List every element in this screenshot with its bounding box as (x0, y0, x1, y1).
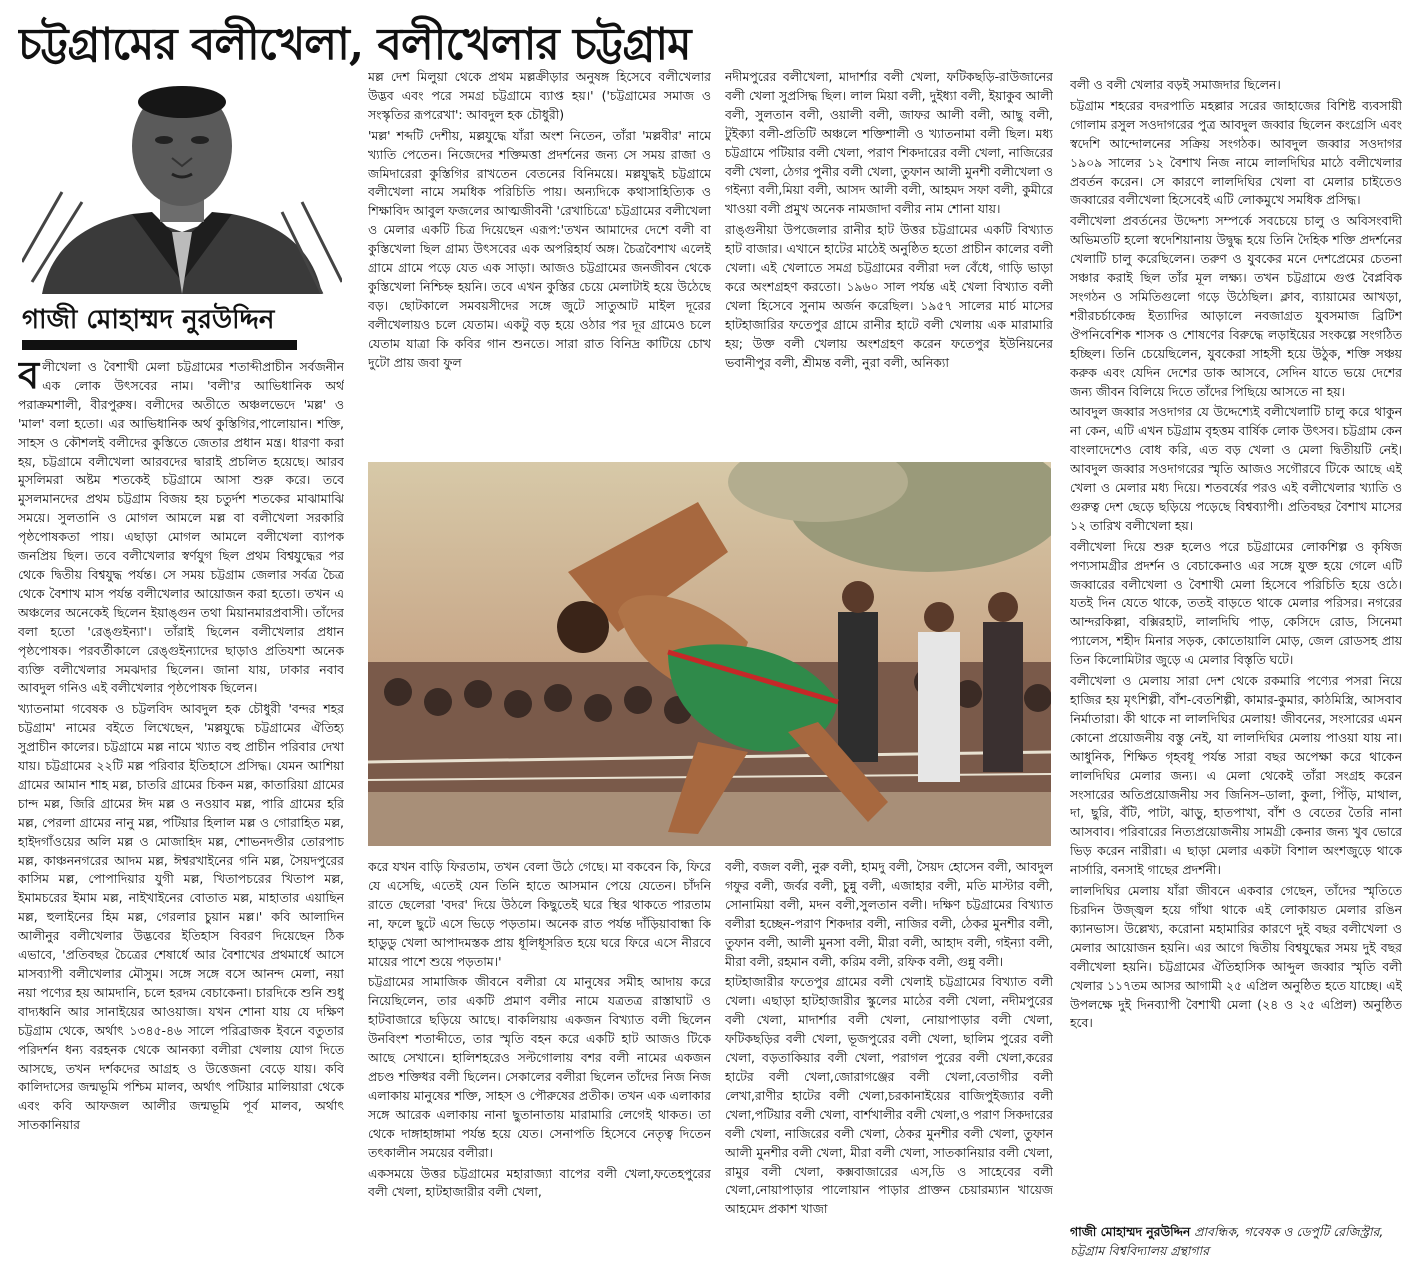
article-column-4 (1070, 76, 1402, 1221)
credit-role: প্রাবন্ধিক, গবেষক ও ডেপুটি রেজিস্ট্রার, চট্টগ্রাম বিশ্ববিদ্যালয় গ্রন্থাগার (1070, 1224, 1384, 1258)
paragraph: আবদুল জব্বার সওদাগর যে উদ্দেশ্যেই বলীখেলাটি চালু করে থাকুন না কেন, এটি এখন চট্টগ্রাম বৃহত্তম বার্ষিক লোক উৎসব। চট্টগ্রাম কেন বাংলাদেশেও বোধ করি, এত বড় খেলা ও মেলা দ্বিতীয়টি নেই। আবদুল জব্বার সওদাগরের স্মৃতি আজও সগৌরবে টিকে আছে এই খেলা ও মেলার মধ্য দিয়ে। শতবর্ষের পরও এই বলীখেলার খ্যাতি ও গুরুত্ব দেশ ছেড়ে ছড়িয়ে পড়েছে বিশ্বব্যাপী। প্রতিবছর বৈশাখ মাসের ১২ তারিখ বলীখেলা হয়। (1070, 404, 1402, 533)
author-divider (22, 340, 297, 350)
author-credit (1070, 1222, 1402, 1268)
article-column-1 (18, 358, 344, 1263)
article-column-3-lower (725, 858, 1053, 1263)
author-name: গাজী মোহাম্মদ নুরউদ্দিন (22, 305, 275, 335)
paragraph: নদীমপুরের বলীখেলা, মাদার্শার বলী খেলা, ফটিকছড়ি-রাউজানের বলী খেলা সুপ্রসিদ্ধ ছিল। লাল মিয়া বলী, দুইধ্যা বলী, ইয়াকুব আলী বলী, সুলতান বলী, ওয়ালী বলী, জাফর আলী বলী, আছু বলী, টুইক্যা বলী-প্রতিটি অঞ্চলে শক্তিশালী ও খ্যাতনামা বলী ছিল। মধ্য চট্টগ্রামে পটিয়ার বলী খেলা, পরাণ শিকদারের বলী খেলা, নাজিরের বলী খেলা, ঠেগর পুনীর বলী খেলা, তুফান আলী মুনশী বলীখেলা ও গইন্যা বলী,মিয়া বলী, আসদ আলী বলী, আহমদ সফা বলী, কুমীরে খাওয়া বলী প্রমুখ অনেক নামজাদা বলীর নাম শোনা যায়। (725, 69, 1053, 217)
paragraph: চট্টগ্রামের সামাজিক জীবনে বলীরা যে মানুষের সমীহ আদায় করে নিয়েছিলেন, তার একটি প্রমাণ বলীর নামে যত্রতত্র রাস্তাঘাট ও হাটবাজারে ছড়িয়ে আছে। বাকলিয়ায় একজন বিখ্যাত বলী ছিলেন উনবিংশ শতাব্দীতে, তার স্মৃতি বহন করে একটি হাট আজও টিকে আছে সেখানে। হালিশহরেও সল্টগোলায় বশর বলী নামের একজন প্রচণ্ড শক্তিধর বলী ছিলেন। সেকালের বলীরা ছিলেন তাঁদের নিজ নিজ এলাকায় মানুষের শক্তি, সাহস ও পৌরুষের প্রতীক। তখন এক এলাকার সঙ্গে আরেক এলাকায় নানা ছুতানাতায় মারামারি লেগেই থাকত। তা থেকে দাঙ্গাহাঙ্গামা পর্যন্ত হয়ে যেত। সেনাপতি হিসেবে নেতৃত্ব দিতেন তৎকালীন সময়ের বলীরা। (368, 974, 711, 1160)
paragraph: লালদিঘির মেলায় যাঁরা জীবনে একবার গেছেন, তাঁদের স্মৃতিতে চিরদিন উজ্জ্বল হয়ে গাঁথা থাকে এই লোকায়ত মেলার রঙিন ক্যানভাস। উল্লেখ্য, করোনা মহামারির কারণে দুই বছর বলীখেলা ও মেলার আয়োজন হয়নি। এর আগে দ্বিতীয় বিশ্বযুদ্ধের সময় দুই বছর বলীখেলা হয়নি। চট্টগ্রামের ঐতিহাসিক আব্দুল জব্বার স্মৃতি বলী খেলার ১১৭তম আসর আগামী ২৫ এপ্রিল অনুষ্ঠিত হতে যাচ্ছে। এই উপলক্ষে দুই দিনব্যাপী বৈশাখী মেলা (২৪ ও ২৫ এপ্রিল) অনুষ্ঠিত হবে। (1070, 883, 1402, 1031)
article-column-3 (725, 68, 1053, 460)
paragraph: চট্টগ্রাম শহরের বদরপাতি মহল্লার সরের জাহাজের বিশিষ্ট ব্যবসায়ী গোলাম রসুল সওদাগরের পুত্র আবদুল জব্বার ছিলেন কংগ্রেসি এবং স্বদেশি আন্দোলনের সক্রিয় সংগঠক। আবদুল জব্বার সওদাগর ১৯০৯ সালের ১২ বৈশাখ নিজ নামে লালদিঘির মাঠে বলীখেলার প্রবর্তন করেন। সে কারণে লালদিঘির খেলা বা মেলার চাইতেও জব্বারের বলীখেলা হিসেবেই এটি লোকমুখে সমধিক প্রসিদ্ধ। (1070, 97, 1402, 208)
wrestling-photo (368, 462, 1051, 846)
paragraph: একসময়ে উত্তর চট্টগ্রামের মহারাজ্যা বাপের বলী খেলা,ফতেহপুরের বলী খেলা, হাটহাজারীর বলী খেলা, (368, 1165, 711, 1200)
drop-cap: ব (18, 358, 40, 397)
paragraph: মল্ল দেশ মিলুয়া থেকে প্রথম মল্লক্রীড়ার অনুষঙ্গ হিসেবে বলীখেলার উদ্ভব এবং পরে সমগ্র চট্টগ্রামে ব্যাপ্ত হয়।' ('চট্টগ্রামের সমাজ ও সংস্কৃতির রূপরেখা': আবদুল হক চৌধুরী) (368, 69, 711, 122)
article-column-2 (368, 68, 711, 460)
paragraph: বলীখেলা প্রবর্তনের উদ্দেশ্য সম্পর্কে সবচেয়ে চালু ও অবিসংবাদী অভিমতটি হলো স্বদেশিয়ানায় উদ্বুদ্ধ হয়ে তিনি দৈহিক শক্তি প্রদর্শনের খেলাটি চালু করেছিলেন। তরুণ ও যুবকের মনে দেশপ্রেমের চেতনা সঞ্চার করাই ছিল তাঁর মূল লক্ষ্য। তখন চট্টগ্রামে গুপ্ত বৈপ্লবিক সংগঠন ও সমিতিগুলো গড়ে উঠেছিল। ক্লাব, ব্যায়ামের আখড়া, শরীরচর্চাকেন্দ্র ইত্যাদির আড়ালে নবজাগ্রত যুবসমাজ ব্রিটিশ ঔপনিবেশিক শাসক ও শোষণের বিরুদ্ধে লড়াইয়ের সংকল্পে সংগঠিত হচ্ছিল। তিনি চেয়েছিলেন, যুবকেরা সাহসী হয়ে উঠুক, শক্তি সঞ্চয় করুক এবং যেদিন দেশের ডাক আসবে, সেদিন যাতে ভয়ে দেশের জন্য জীবন বিলিয়ে দিতে তাঁদের পিছিয়ে আসতে না হয়। (1070, 213, 1402, 399)
author-portrait (22, 82, 342, 294)
paragraph: রাঙ্গুনীয়া উপজেলার রানীর হাট উত্তর চট্টগ্রামের একটি বিখ্যাত হাট বাজার। এখানে হাটের মাঠেই অনুষ্ঠিত হতো প্রাচীন কালের বলী খেলা। এই খেলাতে সমগ্র চট্টগ্রামের বলীরা দল বেঁধে, গাড়ি ভাড়া করে অংশগ্রহণ করতো। ১৯৬০ সাল পর্যন্ত এই খেলা বিখ্যাত বলী খেলা হিসেবে সুনাম অর্জন করেছিল। ১৯৫৭ সালের মার্চ মাসের হাটহাজারির ফতেপুর গ্রামে রানীর হাটে বলী খেলায় এক মারামারি হয়; উক্ত বলী খেলায় অংশগ্রহণ করেন ফতেপুর ইউনিয়নের ভবানীপুর বলী, শ্রীমন্ত বলী, নুরা বলী, অনিক্যা (725, 222, 1053, 370)
paragraph: বলী ও বলী খেলার বড়ই সমাজদার ছিলেন। (1070, 77, 1281, 92)
paragraph: 'মল্ল' শব্দটি দেশীয়, মল্লযুদ্ধে যাঁরা অংশ নিতেন, তাঁরা 'মল্লবীর' নামে খ্যাতি পেতেন। নিজেদের শক্তিমত্তা প্রদর্শনের জন্য সে সময় রাজা ও জমিদারেরা কুস্তিগির রাখতেন বেতনের বিনিময়ে। মল্লযুদ্ধই চট্টগ্রামে বলীখেলা নামে সমধিক পরিচিতি পায়। অন্যদিকে কথাসাহিত্যিক ও শিক্ষাবিদ আবুল ফজলের আত্মজীবনী 'রেখাচিত্রে' চট্টগ্রামের বলীখেলা ও মেলার একটি চিত্র দিয়েছেন এরূপ:'তখন আমাদের দেশে বলী বা কুস্তিখেলা ছিল গ্রাম্য উৎসবের এক অপরিহার্য অঙ্গ। চৈত্রবৈশাখ এলেই গ্রামে গ্রামে পড়ে যেত এক সাড়া। আজও চট্টগ্রামের জনজীবন থেকে কুস্তিখেলা নিশ্চিহ্ন হয়নি। তবে এখন কুস্তির চেয়ে মেলাটাই হয়ে উঠেছে বড়। ছোটকালে সমবয়সীদের সঙ্গে জুটে সাতুআট মাইল দূরের বলীখেলায়ও চলে যেতাম। একটু বড় হয়ে ওঠার পর দূর গ্রামেও চলে যেতাম যাত্রা কি কবির গান শুনতে। সারা রাত বিনিদ্র কাটিয়ে চোখ দুটো প্রায় জবা ফুল (368, 127, 711, 370)
paragraph: বলীখেলা ও বৈশাখী মেলা চট্টগ্রামের শতাব্দীপ্রাচীন সর্বজনীন এক লোক উৎসবের নাম। 'বলী'র আভিধানিক অর্থ পরাক্রমশালী, বীরপুরুষ। বলীদের অতীতে অঞ্চলভেদে 'মল্ল' ও 'মাল' বলা হতো। এর আভিধানিক অর্থ কুস্তিগির,পালোয়ান। শক্তি, সাহস ও কৌশলই বলীদের কুস্তিতে জেতার প্রধান মন্ত্র। ধারণা করা হয়, চট্টগ্রামে বলীখেলা আরবদের দ্বারাই প্রচলিত হয়েছে। আরব মুসলিমরা অষ্টম শতকেই চট্টগ্রামে আসা শুরু করে। তবে মুসলমানদের প্রথম চট্টগ্রাম বিজয় হয় চতুর্দশ শতকের মাঝামাঝি সময়ে। সুলতানি ও মোগল আমলে মল্ল বা বলীখেলা সরকারি পৃষ্ঠপোষকতা পায়। এছাড়া মোগল আমলে বলীখেলা ব্যাপক জনপ্রিয় ছিল। তবে বলীখেলার স্বর্ণযুগ ছিল প্রথম বিশ্বযুদ্ধের পর থেকে দ্বিতীয় বিশ্বযুদ্ধ পর্যন্ত। সে সময় চট্টগ্রাম জেলার সর্বত্র চৈত্র থেকে বৈশাখ মাস পর্যন্ত বলীখেলার আয়োজন করা হতো। তখন এ অঞ্চলের অনেকেই ছিলেন ইয়াঙ্গুন তথা মিয়ানমারপ্রবাসী। তাঁদের বলা হতো 'রেঙ্গুইন্যা'। তাঁরাই ছিলেন বলীখেলার প্রধান পৃষ্ঠপোষক। পরবর্তীকালে রেঙ্গুইন্যাদের ছাড়াও প্রতিযশা অনেক ব্যক্তি বলীখেলার সমঝদার ছিলেন। জানা যায়, ঢাকার নবাব আবদুল গনিও এই বলীখেলার পৃষ্ঠপোষক ছিলেন। (18, 358, 344, 696)
paragraph: বলী, বজল বলী, নুরু বলী, হামদু বলী, সৈয়দ হোসেন বলী, আবদুল গফুর বলী, জর্বর বলী, চুন্নু বলী, এজাহার বলী, মতি মাস্টার বলী, সোনামিয়া বলী, মদন বলী,সুলতান বলী। দক্ষিণ চট্টগ্রামের বিখ্যাত বলীরা হচ্ছেন-পরাণ শিকদার বলী, নাজির বলী, ঠেকর মুনশীর বলী, তুফান বলী, আলী মুনসা বলী, মীরা বলী, আহাদ বলী, গইন্যা বলী, মীরা বলী, রহমান বলী, করিম বলী, রফিক বলী, গুন্নু বলী। (725, 859, 1053, 969)
paragraph: বলীখেলা ও মেলায় সারা দেশ থেকে রকমারি পণ্যের পসরা নিয়ে হাজির হয় মৃৎশিল্পী, বাঁশ-বেতশিল্পী, কামার-কুমার, কাঠমিস্ত্রি, আসবাব নির্মাতারা। কী থাকে না লালদিঘির মেলায়! জীবনের, সংসারের এমন কোনো প্রয়োজনীয় বস্তু নেই, যা লালদিঘির মেলায় পাওয়া যায় না। আধুনিক, শিক্ষিত গৃহবধূ পর্যন্ত সারা বছর অপেক্ষা করে থাকেন লালদিঘির মেলার জন্য। এ মেলা থেকেই তাঁরা সংগ্রহ করেন সংসারের অতিপ্রয়োজনীয় সব জিনিস–ডালা, কুলা, পিঁড়ি, মাথাল, দা, ছুরি, বঁটি, পাটা, ঝাড়ু, হাতপাখা, বাঁশ ও বেতের তৈরি নানা আসবাব। পরিবারের নিত্যপ্রয়োজনীয় সামগ্রী কেনার জন্য খুব ভোরে ভিড় করেন নারীরা। এ ছাড়া মেলার একটা বিশাল অংশজুড়ে থাকে নার্সারি, বনসাই গাছের প্রদর্শনী। (1070, 673, 1402, 878)
paragraph: বলীখেলা দিয়ে শুরু হলেও পরে চট্টগ্রামের লোকশিল্প ও কৃষিজ পণ্যসামগ্রীর প্রদর্শন ও বেচাকেনাও এর সঙ্গে যুক্ত হয়ে গেলে এটি জব্বারের বলীখেলা ও বৈশাখী মেলা হিসেবে পরিচিতি হয়ে ওঠে। যতই দিন যেতে থাকে, ততই বাড়তে থাকে মেলার পরিসর। নগরের আন্দরকিল্লা, বক্সিরহাট, লালদিঘি পাড়, কেসিদে রোড, সিনেমা প্যালেস, শহীদ মিনার সড়ক, কোতোয়ালি মোড়, জেল রোডসহ প্রায় তিন কিলোমিটার জুড়ে এ মেলার বিস্তৃতি ঘটে। (1070, 538, 1402, 668)
paragraph: হাটহাজারীর ফতেপুর গ্রামের বলী খেলাই চট্টগ্রামের বিখ্যাত বলী খেলা। এছাড়া হাটহাজারীর স্কুলের মাঠের বলী খেলা, নদীমপুরের বলী খেলা, মাদার্শার বলী খেলা, নোয়াপাড়ার বলী খেলা, ফটিকছড়ির বলী খেলা, ভূজপুরের বলী খেলা, ছালিম পুরের বলী খেলা, বড়তাকিয়ার বলী খেলা, পরাগল পুরের বলী খেলা,করের হাটের বলী খেলা,জোরাগঞ্জের বলী খেলা,বেতাগীর বলী লেখা,রাণীর হাটের বলী খেলা,চরকানাইয়ের বাজিপুইজ্যার বলী খেলা,পটিয়ার বলী খেলা, বার্শখালীর বলী খেলা,ও পরাণ সিকদারের বলী খেলা, নাজিরের বলী খেলা, ঠেকর মুনশীর বলী খেলা, তুফান আলী মুনশীর বলী খেলা, মীরা বলী খেলা, সাতকানিয়ার বলী খেলা, রামুর বলী খেলা, কক্সবাজারের এস,ডি ও সাহেবের বলী খেলা,নোয়াপাড়ার পালোয়ান পাড়ার প্রাক্তন চেয়ারম্যান খায়েজ আহমেদ প্রকাশ খাজা (725, 974, 1053, 1217)
article-column-2-lower (368, 858, 711, 1263)
headline: চট্টগ্রামের বলীখেলা, বলীখেলার চট্টগ্রাম (18, 19, 691, 70)
author-portrait-image (22, 82, 342, 294)
wrestling-photo-image (368, 462, 1051, 846)
credit-name: গাজী মোহাম্মদ নুরউদ্দিন (1070, 1224, 1191, 1239)
paragraph: খ্যাতনামা গবেষক ও চট্টলবিদ আবদুল হক চৌধুরী 'বন্দর শহর চট্টগ্রাম' নামের বইতে লিখেছেন, 'মল্লযুদ্ধে চট্টগ্রামের ঐতিহ্য সুপ্রাচীন কালের। চট্টগ্রামে মল্ল নামে খ্যাত বহু প্রাচীন পরিবার দেখা যায়। চট্টগ্রামের ২২টি মল্ল পরিবার ইতিহাসে প্রসিদ্ধ। যেমন আশিয়া গ্রামের আমান শাহ মল্ল, চাতরি গ্রামের চিকন মল্ল, কাতারিয়া গ্রামের চান্দ মল্ল, জিরি গ্রামের ঈদ মল্ল ও নওয়াব মল্ল, পারি গ্রামের হরি মল্ল, পেরলা গ্রামের নানু মল্ল, পটিয়ার হিলাল মল্ল ও গোরাহিত মল্ল, হাইদগাঁওয়ের অলি মল্ল ও মোজাহিদ মল্ল, শোভনদণ্ডীর তোরপাচ মল্ল, কাঞ্চননগরের আদম মল্ল, ঈশ্বরখাইনের গনি মল্ল, সৈয়দপুরের কাসিম মল্ল, পোপাদিয়ার যুগী মল্ল, খিতাপচরের খিতাপ মল্ল, ইমামচরের ইমাম মল্ল, নাইখাইনের বোতাত মল্ল, মাহাতার এয়াছিন মল্ল, হুলাইনের হিম মল্ল, গেরলার চুয়ান মল্ল।' কবি আলাদিন আলীনুর বলীখেলার উদ্ভবের ইতিহাস বিবরণ দিয়েছেন ঠিক এভাবে, 'প্রতিবছর চৈত্রের শেষার্ধে আর বৈশাখের প্রথমার্ধে আসে মাসব্যাপী বলীখেলার মৌসুম। সঙ্গে সঙ্গে বসে আনন্দ মেলা, নয়া নয়া পণ্যের হয় আমদানি, চলে হরদম বেচাকেনা। চারদিকে শুনি শুধু বাদ্যধ্বনি আর সানাইয়ের আওয়াজ। যখন শোনা যায় যে দক্ষিণ চট্টগ্রাম থেকে, অর্থাৎ ১৩৪৫-৪৬ সালে পরিব্রাজক ইবনে বতুতার পরিদর্শন ধন্য বরহনক থেকে আনক্যা বলীরা খেলায় যোগ দিতে আসছে, তখন দর্শকদের আগ্রহ ও উত্তেজনা বেড়ে যায়। কবি কালিদাসের জন্মভূমি পশ্চিম মালব, অর্থাৎ পটিয়ার মালিয়ারা থেকে এবং কবি আফজল আলীর জন্মভূমি পূর্ব মালব, অর্থাৎ সাতকানিয়ার (18, 701, 344, 1133)
paragraph: করে যখন বাড়ি ফিরতাম, তখন বেলা উঠে গেছে। মা বকবেন কি, ফিরে যে এসেছি, এতেই যেন তিনি হাতে আসমান পেয়ে যেতেন। চাঁদনি রাতে ছেলেরা 'বদর' দিয়ে উঠলে কিছুতেই ঘরে স্থির থাকতে পারতাম না, ফলে ছুটে এসে ভিড়ে পড়তাম। অনেক রাত পর্যন্ত দাঁড়িয়াবান্ধা কি হাডুডু খেলা আপাদমস্তক প্রায় ধূলিধূসরিত হয়ে ঘরে ফিরে এসে নীরবে মায়ের পাশে শুয়ে পড়তাম।' (368, 859, 711, 969)
